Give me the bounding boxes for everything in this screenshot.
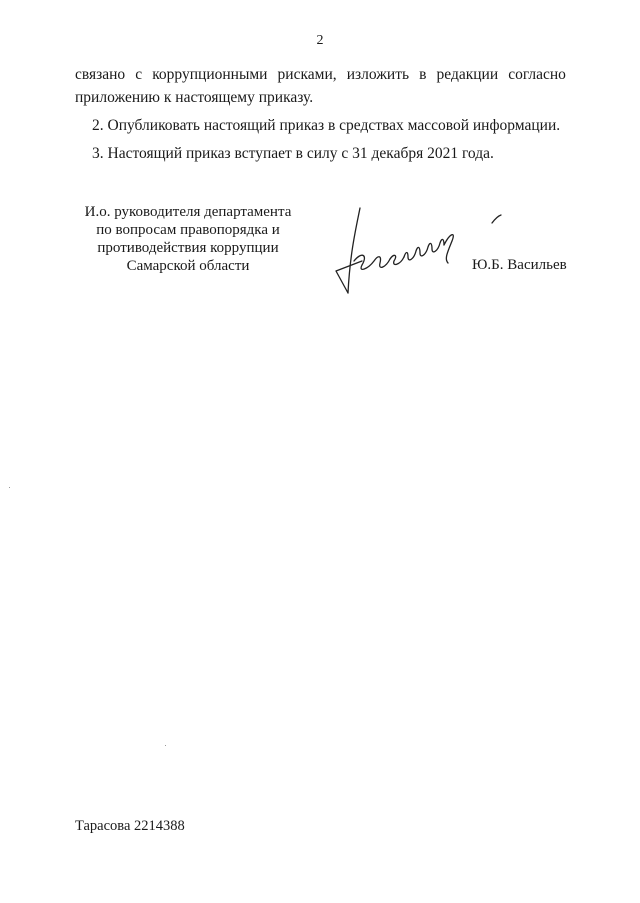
position-line: Самарской области [126, 258, 250, 274]
word: редакции [436, 66, 499, 83]
order-item-2: 2. Опубликовать настоящий приказ в средствах массовой информации. [92, 117, 561, 134]
scan-speck [9, 487, 10, 488]
handwritten-signature-icon [332, 203, 512, 303]
order-item-3: 3. Настоящий приказ вступает в силу с 31 декабря 2021 года. [92, 145, 494, 162]
scan-speck [165, 745, 166, 746]
word: изложить [346, 66, 410, 83]
position-line: И.о. руководителя департамента [84, 204, 292, 220]
word: рисками, [277, 66, 337, 83]
signatory-position [70, 203, 306, 275]
position-line: противодействия коррупции [97, 240, 279, 256]
word: с [135, 66, 143, 83]
word: в [419, 66, 427, 83]
position-line: по вопросам правопорядка и [96, 222, 280, 238]
word: коррупционными [152, 66, 268, 83]
executor-contact: Тарасова 2214388 [75, 818, 185, 834]
paragraph-continuation-line-2: приложению к настоящему приказу. [75, 89, 314, 106]
signer-name: Ю.Б. Васильев [472, 257, 567, 273]
word: связано [75, 66, 126, 83]
word: согласно [508, 66, 566, 83]
page-number: 2 [316, 33, 324, 48]
paragraph-continuation-line-1 [75, 66, 566, 84]
